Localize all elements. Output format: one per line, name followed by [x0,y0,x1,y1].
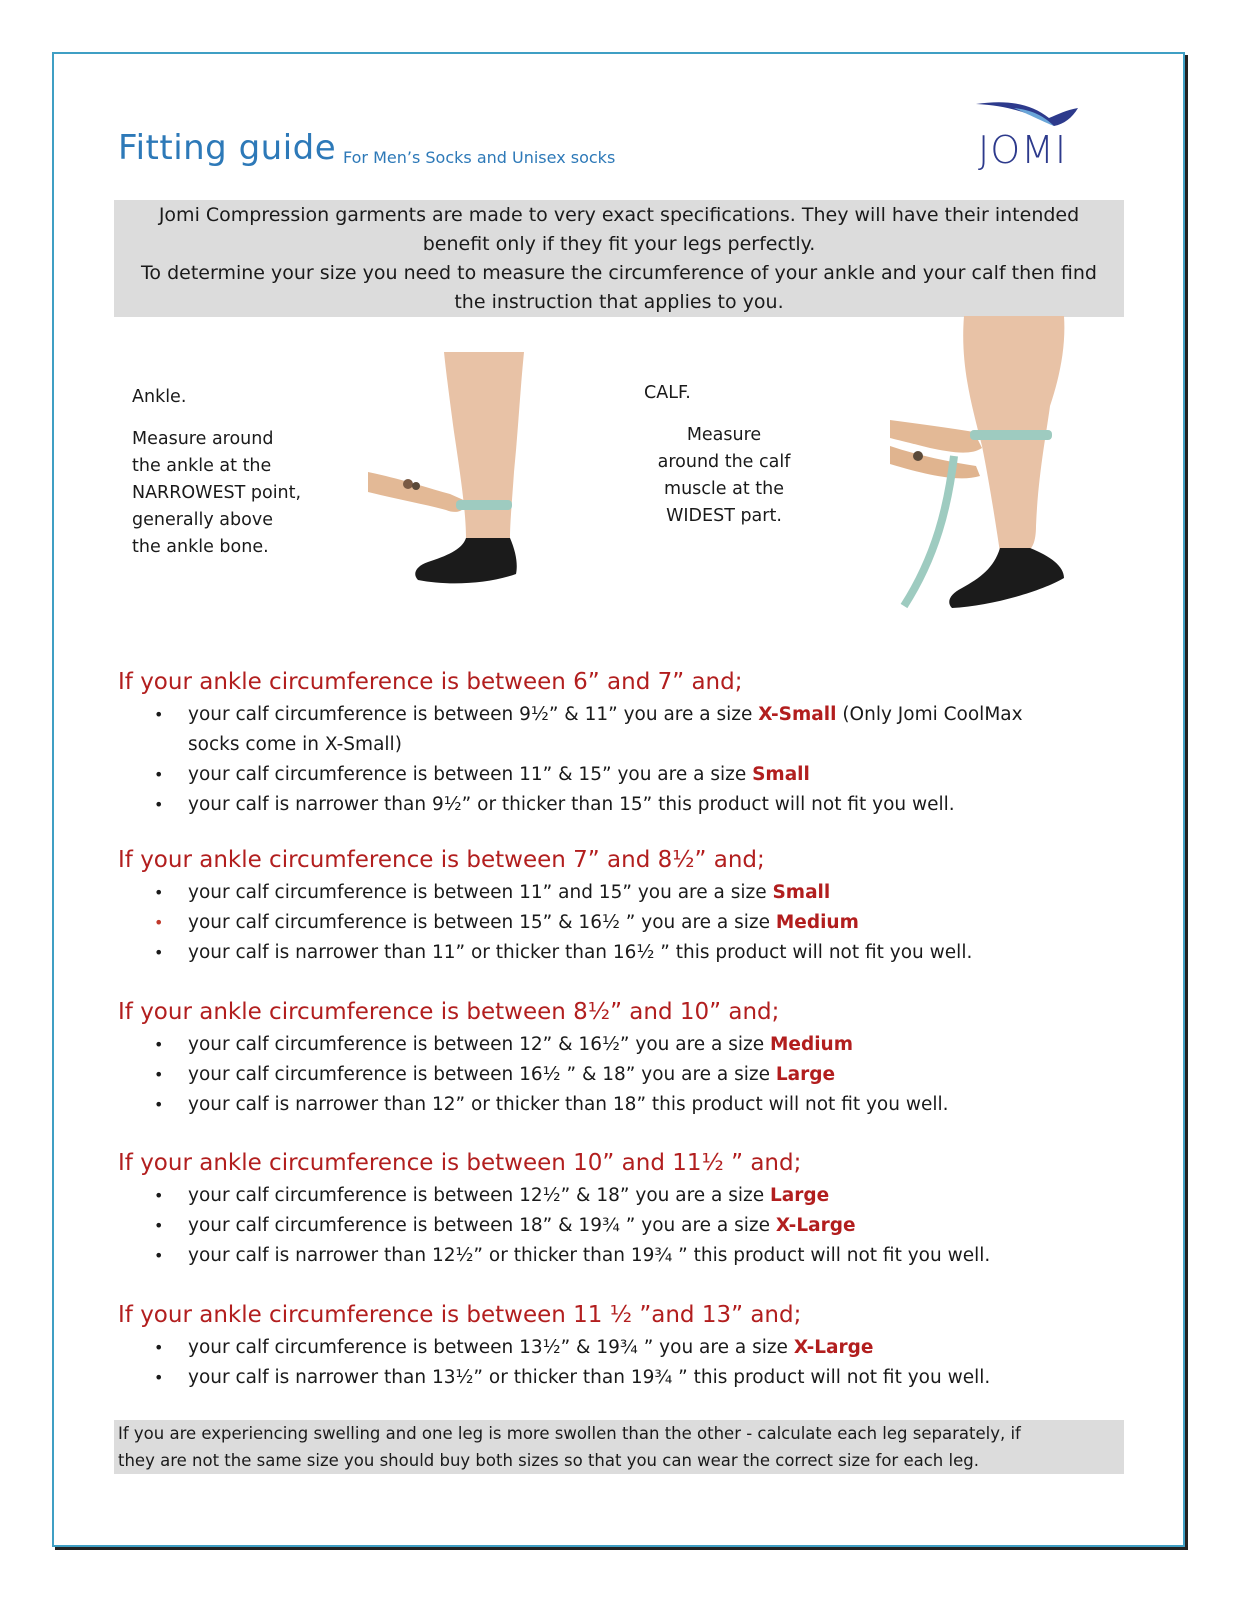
ankle-line: generally above [132,510,273,530]
bullet-icon: • [154,883,164,902]
bullet-icon: • [154,913,164,932]
bullet-icon: • [154,1368,164,1387]
size-section-ankle-11half-13 [118,1299,1118,1393]
size-section-ankle-8half-10 [118,996,1118,1120]
intro-line: benefit only if they fit your legs perfectly. [422,233,816,255]
ankle-instructions [132,426,301,561]
list-item: • your calf circumference is between 12” & 16½” you are a size Medium [118,1030,1118,1060]
footer-line: If you are experiencing swelling and one leg is more swollen than the other - calculate each leg separately, if [118,1424,1021,1443]
intro-box [114,200,1124,317]
ankle-measure-photo [368,352,588,590]
bullet-icon: • [154,1216,164,1235]
list-item: • your calf is narrower than 11” or thicker than 16½ ” this product will not fit you well. [118,938,1118,968]
section-heading: If your ankle circumference is between 11 ½ ”and 13” and; [118,1302,802,1328]
page-frame [52,52,1185,1547]
list-item: • your calf circumference is between 13½” & 19¾ ” you are a size X-Large [118,1333,1118,1363]
section-heading: If your ankle circumference is between 6” and 7” and; [118,669,743,695]
list-item: • your calf is narrower than 12” or thicker than 18” this product will not fit you well. [118,1090,1118,1120]
ankle-heading: Ankle. [132,387,187,407]
list-item: • your calf circumference is between 11” & 15” you are a size Small [118,760,1118,790]
section-heading: If your ankle circumference is between 7” and 8½” and; [118,847,765,873]
size-section-ankle-10-11half [118,1147,1118,1271]
bullet-list [118,1030,1118,1120]
size-label: Large [770,1185,830,1206]
calf-line: muscle at the [664,479,784,499]
calf-measure-photo [890,316,1080,618]
page-title: Fitting guide [118,128,337,168]
size-label: X-Large [793,1337,874,1358]
jomi-logo [974,96,1084,172]
bullet-list [118,1181,1118,1271]
bullet-list [118,1333,1118,1393]
bullet-icon: • [154,1186,164,1205]
bullet-icon: • [154,1095,164,1114]
intro-line: To determine your size you need to measure the circumference of your ankle and your calf then find [141,262,1097,284]
size-label: X-Large [775,1215,856,1236]
list-item: • your calf circumference is between 18” & 19¾ ” you are a size X-Large [118,1211,1118,1241]
footer-line: they are not the same size you should buy both sizes so that you can wear the correct size for each leg. [118,1451,979,1470]
calf-line: Measure [686,425,762,445]
logo-text: JOMI [978,128,1068,172]
page-subtitle: For Men’s Socks and Unisex socks [343,148,616,167]
swelling-note [114,1420,1124,1474]
intro-line: Jomi Compression garments are made to very exact specifications. They will have their intended [158,204,1080,226]
list-item: • your calf circumference is between 15” & 16½ ” you are a size Medium [118,908,1118,938]
bullet-icon: • [154,765,164,784]
list-item: • your calf circumference is between 16½ ” & 18” you are a size Large [118,1060,1118,1090]
size-label: Small [752,764,810,785]
list-item: • your calf is narrower than 12½” or thicker than 19¾ ” this product will not fit you well. [118,1241,1118,1271]
bullet-icon: • [154,705,164,724]
bullet-icon: • [154,1246,164,1265]
intro-line: the instruction that applies to you. [454,291,784,313]
size-section-ankle-7-8half [118,844,1118,968]
bullet-list [118,878,1118,968]
bullet-icon: • [154,1035,164,1054]
list-item: • your calf circumference is between 9½” & 11” you are a size X-Small (Only Jomi CoolMax socks come in X-Small) [118,700,1118,760]
list-item: • your calf is narrower than 13½” or thicker than 19¾ ” this product will not fit you well. [118,1363,1118,1393]
ankle-line: the ankle bone. [132,537,269,557]
calf-instructions [644,422,804,530]
bullet-list [118,700,1118,820]
bullet-icon: • [154,943,164,962]
size-label: Medium [770,1034,854,1055]
calf-line: around the calf [657,452,791,472]
header [118,128,1068,188]
size-label: X-Small [758,704,837,725]
size-label: Small [772,882,831,903]
size-label: Large [775,1064,836,1085]
ankle-line: NARROWEST point, [132,483,302,503]
section-heading: If your ankle circumference is between 8½” and 10” and; [118,999,780,1025]
size-section-ankle-6-7 [118,666,1118,820]
ankle-line: the ankle at the [132,456,272,476]
bullet-icon: • [154,795,164,814]
bullet-icon: • [154,1065,164,1084]
bullet-icon: • [154,1338,164,1357]
calf-line: WIDEST part. [666,506,782,526]
list-item: • your calf circumference is between 11” and 15” you are a size Small [118,878,1118,908]
section-heading: If your ankle circumference is between 10” and 11½ ” and; [118,1150,802,1176]
ankle-line: Measure around [132,429,274,449]
calf-heading: CALF. [644,383,691,403]
size-label: Medium [775,912,859,933]
list-item: • your calf is narrower than 9½” or thicker than 15” this product will not fit you well. [118,790,1118,820]
list-item: • your calf circumference is between 12½” & 18” you are a size Large [118,1181,1118,1211]
